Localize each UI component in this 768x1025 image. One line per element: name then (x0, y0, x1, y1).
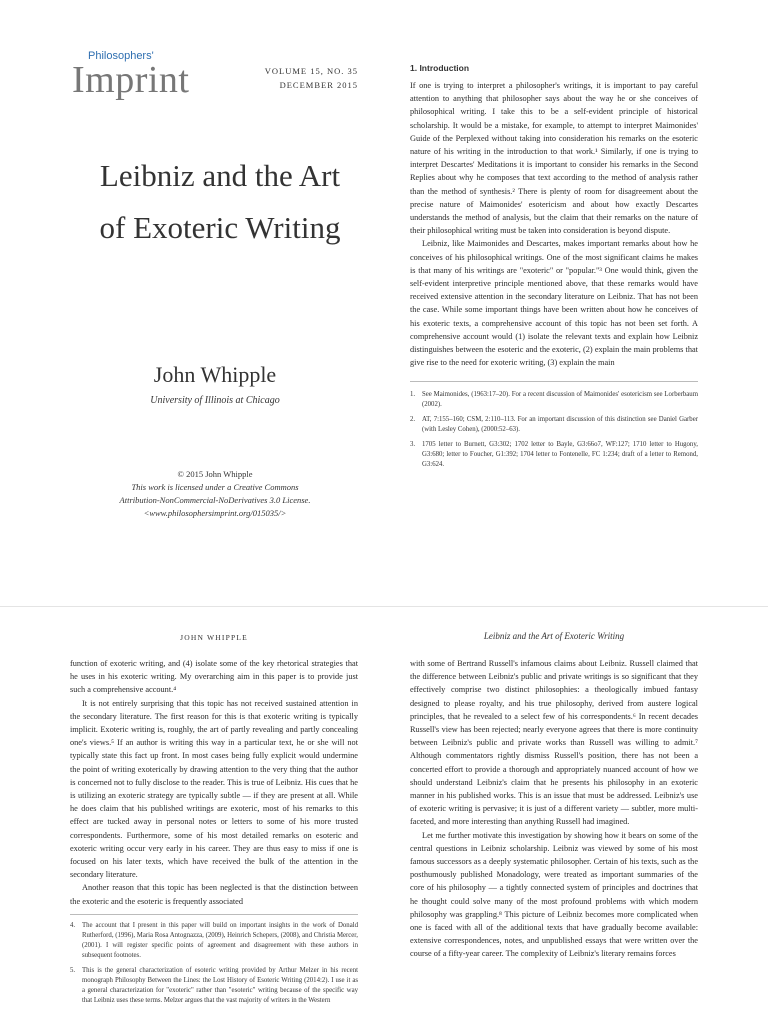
footnote-number: 4. (70, 921, 76, 929)
right-column (410, 63, 698, 475)
footnotes (70, 921, 358, 1006)
paragraph: Another reason that this topic has been neglected is that the distinction between the exoteric and the esoteric is frequently associated (70, 883, 358, 906)
paragraph: It is not entirely surprising that this topic has not received sustained attention in the secondary literature. The first reason for this is that exoteric writing is typically implicit. Exoteric writing is, roughly, the art of partly revealing and partly concealing one's views.⁵ If an author is writing this way in a particular text, he or she will not typically state this fact up front. In most cases being fully explicit would undermine the point of writing exoterically by drawing attention to the very thing that the author is concerned not to fully disclose to the reader. This is true of Leibniz. His cues that he is utilizing an exoteric strategy are typically subtle — if they are present at all. While he does claim that his published writings are exoteric, most of his remarks to this effect are tucked away in personal notes or letters to some of his more trusted correspondents. Furthermore, some of his most detailed remarks on esoteric and exoteric writing occur very early in his career. They are thus easy to miss if one is focused on his later texts, which have received the bulk of the attention in the secondary literature. (70, 698, 358, 880)
license-block (80, 468, 350, 520)
footnote-number: 2. (410, 416, 416, 424)
footnote-text: This is the general characterization of esoteric writing provided by Arthur Melzer in his recent monograph Philosophy Between the Lines: the Lost History of Esoteric Writing (2014:2). I use it as a general characterization for "exoteric" rather than "esoteric" writing because of the specific way that Leibniz uses these terms. Melzer argues that the vast majority of writers in the Western (82, 966, 358, 1004)
paragraph: with some of Bertrand Russell's infamous claims about Leibniz. Russell claimed that the difference between Leibniz's public and private writings is so significant that they effectively comprise two distinct philosophies: a theologically imbued fantasy designed to please royalty, and his true philosophy, derived from austere logical principles, that he revealed to a select few of his correspondents.⁶ In recent decades Russell's view has been rejected; nearly everyone agrees that there is more continuity between Leibniz's public and private works than Russell was willing to admit.⁷ Although commentators rightly dismiss Russell's position, there has not been a concerted effort to provide a thorough and appropriately nuanced account of how we should understand Leibniz's claim that he presents his philosophy in an exoteric manner in his published works. This is an issue that must be addressed. Leibniz's use of exoteric writing is pervasive; it is just of a different variety — subtler, more multi-faceted, and more interesting than anything Russell had imagined. (410, 659, 698, 827)
footnote (70, 966, 358, 1006)
footnote (70, 921, 358, 961)
logo-small-text: Philosophers' (88, 50, 154, 62)
paragraph: function of exoteric writing, and (4) isolate some of the key rhetorical strategies that he uses in his exoteric writing. My overarching aim in this paper is to provide just such a comprehensive account.⁴ (70, 659, 358, 695)
license-url-link[interactable]: <www.philosophersimprint.org/015035/> (143, 508, 287, 518)
footnote (410, 440, 698, 470)
author-affiliation: University of Illinois at Chicago (150, 395, 280, 406)
issue-date: DECEMBER 2015 (279, 80, 358, 90)
footnote-divider (410, 381, 698, 382)
footnote-text: See Maimonides, (1963:17–20). For a recent discussion of Maimonides' esotericism see Lorberbaum (2002). (422, 391, 698, 409)
footnote-text: The account that I present in this paper will build on important insights in the work of Donald Rutherford, (1996), Maria Rosa Antognazza, (2009), Heinrich Schepers, (2008), and Christia Mercer, (2001). I will register specific points of agreement and disagreement with these authors in subsequent footnotes. (82, 921, 358, 959)
copyright-line: © 2015 John Whipple (177, 469, 253, 479)
footnote-divider (70, 914, 358, 915)
running-header-author: JOHN WHIPPLE (180, 633, 248, 642)
section-heading: 1. Introduction (410, 63, 470, 73)
right-column (410, 657, 698, 961)
logo-big-text: Imprint (72, 59, 190, 101)
author-name: John Whipple (153, 362, 277, 387)
paragraph: Leibniz, like Maimonides and Descartes, makes important remarks about how he conceives of his philosophical writings. One of the most significant claims he makes is that many of his writings are "exoteric" or "popular."³ One would think, given the self-evident interpretive principle mentioned above, that these remarks would have received extensive attention in the secondary literature on Leibniz. That has not been the case. While some important things have been written about how he conceives of his exoteric texts, a comprehensive account of this topic has not been set forth. A comprehensive account would (1) isolate the relevant texts and explain how Leibniz distinguishes between the esoteric and the exoteric, (2) explain the main problems that give rise to the need for exoteric writing, (3) explain the main (410, 239, 698, 368)
license-line-2: Attribution-NonCommercial-NoDerivatives 3.0 License. (119, 495, 311, 505)
footnote-number: 3. (410, 441, 416, 449)
left-column (70, 657, 358, 1011)
journal-logo[interactable] (72, 50, 202, 101)
license-line-1: This work is licensed under a Creative Commons (131, 482, 299, 492)
footnote-text: AT, 7:155–160; CSM, 2:110–113. For an important discussion of this distinction see Daniel Garber (with Lesley Cohen), (2000:52–63). (422, 416, 698, 434)
paragraph: If one is trying to interpret a philosopher's writings, it is important to pay careful attention to anything that philosopher says about the way he or she conceives of philosophical writing. I take this to be a self-evident principle of historical scholarship. It would be a mistake, for example, to attempt to interpret Maimonides' Guide of the Perplexed without taking into consideration his remarks on the esoteric nature of his writing in the introduction to that work.¹ Similarly, if one is trying to interpret Descartes' Meditations it is important to consider his remarks in the Second Replies about why he composes that text according to the method of analysis rather than the method of synthesis.² There is plenty of room for disagreement about the precise nature of Maimonides' esotericism and about how exactly Descartes understands the method of analysis, but the claim that their remarks on the nature of their philosophical writing must be taken into consideration is beyond dispute. (410, 81, 698, 236)
volume-number: VOLUME 15, NO. 35 (264, 66, 358, 76)
footnote (410, 415, 698, 435)
footnote-text: 1705 letter to Burnett, G3:302; 1702 letter to Bayle, G3:66o7, WF:127; 1710 letter to Hugony, G3:680; letter to Foucher, G1:392; 1704 letter to Fontenelle, FC 1:234; draft of a letter to Remond, G3:624. (422, 441, 698, 469)
footnotes (410, 390, 698, 470)
footnote-number: 1. (410, 391, 416, 399)
article-title (70, 150, 370, 254)
paragraph: Let me further motivate this investigation by showing how it bears on some of the central questions in Leibniz scholarship. Leibniz was viewed by some of his most famous successors as a deeply systematic philosopher. Certain of his texts, such as the posthumously published Monadology, were treated as important summaries of the core of his philosophy — a tightly connected system of principles and doctrines that he thought could solve many of the most profound problems with which modern philosophy was grappling.⁸ This picture of Leibniz becomes more complicated when one is faced with all of the additional texts that have gradually become available: extensive correspondences, notes, and unpublished essays that were written over the course of a fifty-year career. The complexity of Leibniz's literary remains forces (410, 830, 698, 959)
title-line-2: of Exoteric Writing (99, 210, 341, 245)
title-line-1: Leibniz and the Art (99, 158, 341, 193)
footnote (410, 390, 698, 410)
page-two (0, 606, 768, 1025)
volume-info (262, 64, 358, 92)
running-header-title: Leibniz and the Art of Exoteric Writing (483, 631, 625, 641)
footnote-number: 5. (70, 966, 76, 974)
